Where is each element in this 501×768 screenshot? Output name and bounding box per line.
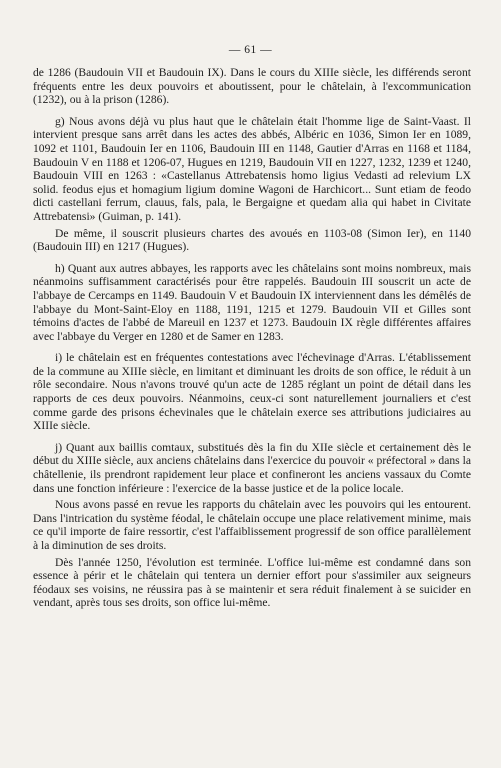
paragraph-h: h) Quant aux autres abbayes, les rapports avec les châtelains sont moins nombreux, mais néanmoins suffisamment caractérisés pour être rappelés. Baudouin III souscrit un acte de l'abbaye de Cercamps en 1149. Baudouin V et Baudouin IX interviennent dans les démêlés de l'abbaye du Mont-Saint-Eloy en 1188, 1191, 1215 et 1279. Baudouin VII et Gilles sont témoins d'actes de l'abbé de Mareuil en 1237 et 1273. Baudouin IX règle différentes affaires avec l'abbaye du Verger en 1280 et de Samer en 1283. [33, 261, 471, 343]
text-body [33, 66, 471, 618]
paragraph-conclusion: Dès l'année 1250, l'évolution est terminée. L'office lui-même est condamné dans son essence à périr et le châtelain qui tentera un dernier effort pour s'assimiler aux seigneurs féodaux ses voisins, ne réussira pas à se maintenir et sera réduit finalement à se suicider en vendant, après tous ses droits, son office lui-même. [33, 555, 471, 610]
paragraph-avoues: De même, il souscrit plusieurs chartes des avoués en 1103-08 (Simon Ier), en 1140 (Baudouin III) en 1217 (Hugues). [33, 226, 471, 254]
paragraph-j: j) Quant aux baillis comtaux, substitués dès la fin du XIIe siècle et certainement dès le début du XIIIe siècle, aux anciens châtelains dans l'exercice du pouvoir « préfectoral » dans la châtellenie, ils prendront rapidement leur place et confineront les anciens vassaux du Comte dans une fonction inférieure : l'exercice de la basse justice et de la police locale. [33, 440, 471, 495]
paragraph-g: g) Nous avons déjà vu plus haut que le châtelain était l'homme lige de Saint-Vaast. Il intervient presque sans arrêt dans les actes des abbés, Albéric en 1036, Simon Ier en 1089, 1092 et 1101, Baudouin Ier en 1106, Baudouin III en 1148, Gautier d'Arras en 1168 et 1184, Baudouin V en 1188 et 1206-07, Hugues en 1219, Baudouin VII en 1227, 1232, 1239 et 1240, Baudouin VIII en 1263 : «Castellanus Attrebatensis homo ligius Vedasti ad relevium LX solid. feodus ejus et homagium ligium domine Wagoni de Harchicort... Sunt etiam de feodo dicti castellani ferrum, clauus, fals, pala, le Bergaigne et quedam alia qui habet in Civitate Attrebatensi» (Guiman, p. 141). [33, 114, 471, 223]
paragraph-summary: Nous avons passé en revue les rapports du châtelain avec les pouvoirs qui les entourent. Dans l'intrication du système féodal, le châtelain occupe une place relativement minime, mais ce qu'il importe de faire ressortir, c'est l'affaiblissement progressif de son office parallèlement à la diminution de ses droits. [33, 498, 471, 552]
paragraph-continuation: de 1286 (Baudouin VII et Baudouin IX). Dans le cours du XIIIe siècle, les différends seront fréquents entre les deux pouvoirs et aboutissent, pour le châtelain, à l'excommunication (1232), ou à la prison (1286). [33, 66, 471, 107]
page-number: — 61 — [228, 44, 273, 56]
paragraph-i: i) le châtelain est en fréquentes contestations avec l'échevinage d'Arras. L'établissement de la commune au XIIIe siècle, en limitant et diminuant les droits de son office, le réduit à un rôle secondaire. Nous n'avons trouvé qu'un acte de 1285 réglant un point de détail dans les rapports de ces deux pouvoirs. Néanmoins, ceux-ci sont naturellement journaliers et c'est comme garde des prisons échevinales que le châtelain exerce ses attributions judiciaires au XIIIe siècle. [33, 351, 471, 433]
